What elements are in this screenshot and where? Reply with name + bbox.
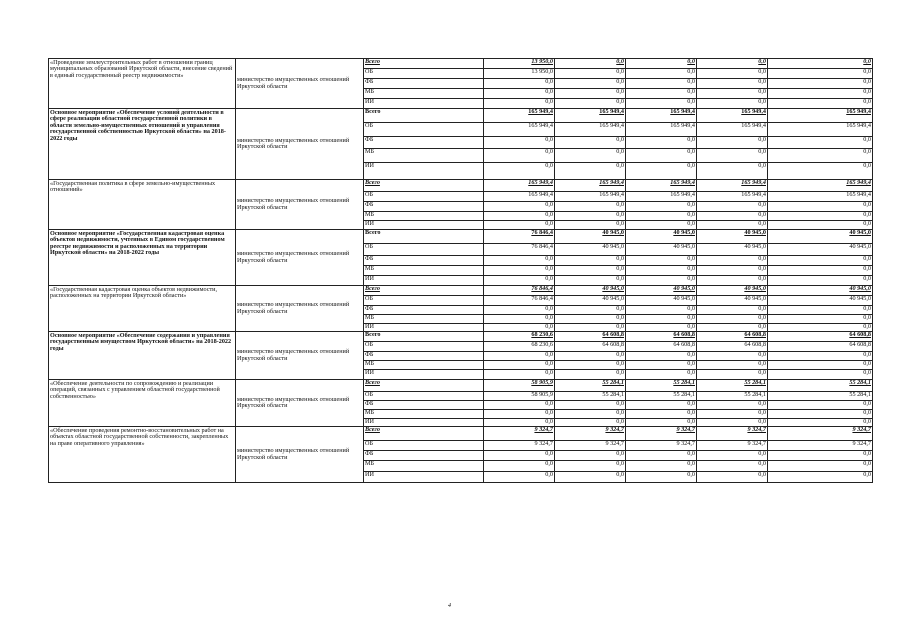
amount-cell: 64 608,8	[697, 332, 768, 342]
funding-source-cell: МБ	[364, 212, 484, 221]
amount-cell: 0,0	[697, 69, 768, 79]
amount-cell: 58 905,9	[484, 392, 555, 401]
funding-source-cell: ОБ	[364, 342, 484, 352]
amount-cell: 0,0	[484, 451, 555, 461]
amount-cell: 40 945,0	[555, 244, 626, 256]
amount-cell: 0,0	[555, 410, 626, 419]
amount-cell: 40 945,0	[626, 244, 697, 256]
responsible-executor-cell: министерство имущественных отношений Иркутской области	[236, 109, 364, 180]
amount-cell: 0,0	[626, 306, 697, 315]
funding-source-cell: ФБ	[364, 401, 484, 410]
amount-cell: 0,0	[697, 59, 768, 69]
amount-cell: 0,0	[626, 276, 697, 286]
amount-cell: 0,0	[768, 149, 873, 163]
amount-cell: 58 905,9	[484, 380, 555, 392]
amount-cell: 0,0	[626, 202, 697, 212]
amount-cell: 40 945,0	[768, 286, 873, 296]
amount-cell: 165 949,4	[626, 180, 697, 192]
amount-cell: 0,0	[555, 266, 626, 276]
amount-cell: 0,0	[484, 401, 555, 410]
amount-cell: 76 846,4	[484, 244, 555, 256]
amount-cell: 0,0	[555, 361, 626, 370]
amount-cell: 0,0	[626, 149, 697, 163]
amount-cell: 0,0	[484, 324, 555, 332]
funding-table-body	[49, 59, 873, 483]
amount-cell: 0,0	[484, 137, 555, 149]
amount-cell: 165 949,4	[768, 109, 873, 123]
amount-cell: 0,0	[555, 461, 626, 472]
amount-cell: 40 945,0	[555, 286, 626, 296]
amount-cell: 9 324,7	[626, 427, 697, 441]
responsible-executor-cell: министерство имущественных отношений Иркутской области	[236, 180, 364, 230]
amount-cell: 0,0	[626, 370, 697, 380]
amount-cell: 0,0	[555, 163, 626, 180]
amount-cell: 0,0	[484, 276, 555, 286]
amount-cell: 40 945,0	[697, 286, 768, 296]
amount-cell: 0,0	[768, 451, 873, 461]
amount-cell: 0,0	[555, 276, 626, 286]
funding-source-cell: Всего	[364, 180, 484, 192]
amount-cell: 13 950,0	[484, 69, 555, 79]
amount-cell: 64 608,8	[768, 332, 873, 342]
amount-cell: 40 945,0	[555, 296, 626, 306]
amount-cell: 0,0	[555, 315, 626, 324]
amount-cell: 0,0	[768, 89, 873, 99]
amount-cell: 0,0	[555, 149, 626, 163]
funding-source-cell: МБ	[364, 266, 484, 276]
amount-cell: 0,0	[697, 352, 768, 361]
amount-cell: 0,0	[697, 256, 768, 266]
responsible-executor-cell: министерство имущественных отношений Иркутской области	[236, 380, 364, 427]
activity-name-cell: Основное мероприятие «Обеспечение содержания и управления государственным имуществом Иркутской области» на 2018-2022 годы	[49, 332, 236, 380]
funding-source-cell: ФБ	[364, 79, 484, 89]
funding-source-cell: ИИ	[364, 419, 484, 427]
funding-source-cell: Всего	[364, 109, 484, 123]
amount-cell: 0,0	[697, 410, 768, 419]
amount-cell: 0,0	[697, 306, 768, 315]
funding-source-cell: ФБ	[364, 451, 484, 461]
amount-cell: 0,0	[768, 266, 873, 276]
amount-cell: 55 284,1	[697, 380, 768, 392]
amount-cell: 0,0	[697, 89, 768, 99]
amount-cell: 0,0	[484, 419, 555, 427]
amount-cell: 0,0	[697, 361, 768, 370]
amount-cell: 0,0	[697, 221, 768, 230]
amount-cell: 0,0	[626, 69, 697, 79]
amount-cell: 165 949,4	[555, 192, 626, 202]
amount-cell: 0,0	[626, 99, 697, 109]
amount-cell: 0,0	[626, 451, 697, 461]
amount-cell: 0,0	[768, 361, 873, 370]
funding-source-cell: МБ	[364, 149, 484, 163]
amount-cell: 0,0	[697, 79, 768, 89]
amount-cell: 0,0	[697, 324, 768, 332]
amount-cell: 0,0	[555, 472, 626, 483]
amount-cell: 64 608,8	[697, 342, 768, 352]
amount-cell: 0,0	[768, 202, 873, 212]
amount-cell: 0,0	[555, 306, 626, 315]
amount-cell: 55 284,1	[768, 380, 873, 392]
amount-cell: 0,0	[555, 419, 626, 427]
table-row-total	[49, 59, 873, 69]
amount-cell: 0,0	[697, 202, 768, 212]
funding-source-cell: ОБ	[364, 244, 484, 256]
amount-cell: 0,0	[555, 221, 626, 230]
table-row-total	[49, 427, 873, 441]
amount-cell: 0,0	[697, 461, 768, 472]
amount-cell: 64 608,8	[626, 332, 697, 342]
amount-cell: 40 945,0	[697, 296, 768, 306]
amount-cell: 55 284,1	[697, 392, 768, 401]
amount-cell: 165 949,4	[555, 180, 626, 192]
amount-cell: 0,0	[555, 401, 626, 410]
funding-source-cell: ФБ	[364, 306, 484, 315]
table-row-total	[49, 332, 873, 342]
amount-cell: 9 324,7	[555, 441, 626, 451]
amount-cell: 0,0	[768, 324, 873, 332]
amount-cell: 0,0	[484, 410, 555, 419]
amount-cell: 40 945,0	[768, 296, 873, 306]
funding-source-cell: ИИ	[364, 99, 484, 109]
amount-cell: 0,0	[768, 221, 873, 230]
amount-cell: 9 324,7	[768, 441, 873, 451]
amount-cell: 0,0	[555, 202, 626, 212]
amount-cell: 165 949,4	[626, 123, 697, 137]
amount-cell: 0,0	[626, 59, 697, 69]
amount-cell: 9 324,7	[484, 427, 555, 441]
amount-cell: 9 324,7	[626, 441, 697, 451]
funding-source-cell: Всего	[364, 427, 484, 441]
amount-cell: 9 324,7	[697, 427, 768, 441]
funding-source-cell: Всего	[364, 380, 484, 392]
funding-source-cell: ФБ	[364, 256, 484, 266]
amount-cell: 40 945,0	[555, 230, 626, 244]
table-row-total	[49, 286, 873, 296]
amount-cell: 165 949,4	[626, 192, 697, 202]
amount-cell: 0,0	[555, 451, 626, 461]
responsible-executor-cell: министерство имущественных отношений Иркутской области	[236, 230, 364, 286]
amount-cell: 0,0	[768, 410, 873, 419]
amount-cell: 165 949,4	[697, 180, 768, 192]
amount-cell: 68 230,6	[484, 332, 555, 342]
amount-cell: 9 324,7	[697, 441, 768, 451]
amount-cell: 0,0	[697, 163, 768, 180]
amount-cell: 0,0	[626, 315, 697, 324]
amount-cell: 0,0	[768, 472, 873, 483]
funding-source-cell: МБ	[364, 89, 484, 99]
amount-cell: 64 608,8	[555, 342, 626, 352]
amount-cell: 0,0	[626, 137, 697, 149]
activity-name-cell: «Государственная кадастровая оценка объектов недвижимости, расположенных на территории Иркутской области»	[49, 286, 236, 332]
funding-source-cell: ФБ	[364, 137, 484, 149]
amount-cell: 0,0	[768, 370, 873, 380]
activity-name-cell: «Обеспечение проведения ремонтно-восстановительных работ на объектах областной государственной собственности, закрепленных на праве оперативного управления»	[49, 427, 236, 483]
funding-source-cell: ОБ	[364, 441, 484, 451]
amount-cell: 0,0	[697, 472, 768, 483]
amount-cell: 64 608,8	[626, 342, 697, 352]
amount-cell: 0,0	[697, 266, 768, 276]
amount-cell: 40 945,0	[626, 296, 697, 306]
amount-cell: 0,0	[484, 361, 555, 370]
amount-cell: 0,0	[626, 461, 697, 472]
amount-cell: 0,0	[768, 352, 873, 361]
funding-source-cell: Всего	[364, 286, 484, 296]
amount-cell: 0,0	[484, 163, 555, 180]
amount-cell: 0,0	[697, 419, 768, 427]
amount-cell: 0,0	[555, 324, 626, 332]
amount-cell: 0,0	[555, 370, 626, 380]
amount-cell: 0,0	[484, 306, 555, 315]
amount-cell: 165 949,4	[555, 109, 626, 123]
amount-cell: 0,0	[626, 256, 697, 266]
amount-cell: 68 230,6	[484, 342, 555, 352]
activity-name-cell: Основное мероприятие «Обеспечение условий деятельности в сфере реализации областной государственной политики в области земельно-имущественных отношений и управления государственной собственностью Иркутской области» на 2018-2022 годы	[49, 109, 236, 180]
amount-cell: 0,0	[484, 79, 555, 89]
amount-cell: 0,0	[555, 69, 626, 79]
amount-cell: 0,0	[484, 266, 555, 276]
funding-source-cell: ОБ	[364, 392, 484, 401]
amount-cell: 0,0	[555, 212, 626, 221]
amount-cell: 40 945,0	[697, 230, 768, 244]
amount-cell: 0,0	[768, 59, 873, 69]
amount-cell: 64 608,8	[555, 332, 626, 342]
funding-source-cell: ОБ	[364, 123, 484, 137]
amount-cell: 0,0	[626, 401, 697, 410]
amount-cell: 165 949,4	[768, 192, 873, 202]
amount-cell: 0,0	[555, 59, 626, 69]
amount-cell: 0,0	[768, 256, 873, 266]
amount-cell: 0,0	[484, 99, 555, 109]
amount-cell: 0,0	[626, 163, 697, 180]
amount-cell: 0,0	[768, 401, 873, 410]
amount-cell: 0,0	[555, 352, 626, 361]
amount-cell: 0,0	[484, 212, 555, 221]
responsible-executor-cell: министерство имущественных отношений Иркутской области	[236, 286, 364, 332]
amount-cell: 0,0	[697, 99, 768, 109]
funding-source-cell: МБ	[364, 315, 484, 324]
amount-cell: 13 950,0	[484, 59, 555, 69]
amount-cell: 0,0	[626, 472, 697, 483]
amount-cell: 0,0	[626, 212, 697, 221]
table-row-total	[49, 109, 873, 123]
amount-cell: 0,0	[555, 99, 626, 109]
amount-cell: 0,0	[768, 137, 873, 149]
funding-table-page	[48, 58, 871, 483]
amount-cell: 165 949,4	[626, 109, 697, 123]
amount-cell: 40 945,0	[768, 230, 873, 244]
responsible-executor-cell: министерство имущественных отношений Иркутской области	[236, 59, 364, 109]
funding-source-cell: ИИ	[364, 324, 484, 332]
amount-cell: 165 949,4	[768, 180, 873, 192]
funding-source-cell: ИИ	[364, 163, 484, 180]
amount-cell: 40 945,0	[768, 244, 873, 256]
amount-cell: 0,0	[484, 221, 555, 230]
funding-source-cell: Всего	[364, 59, 484, 69]
amount-cell: 0,0	[697, 149, 768, 163]
responsible-executor-cell: министерство имущественных отношений Иркутской области	[236, 427, 364, 483]
amount-cell: 9 324,7	[555, 427, 626, 441]
table-row-total	[49, 230, 873, 244]
amount-cell: 165 949,4	[484, 109, 555, 123]
amount-cell: 0,0	[484, 256, 555, 266]
amount-cell: 0,0	[768, 99, 873, 109]
funding-source-cell: Всего	[364, 332, 484, 342]
amount-cell: 0,0	[697, 276, 768, 286]
amount-cell: 0,0	[484, 472, 555, 483]
amount-cell: 76 846,4	[484, 296, 555, 306]
page-number: 4	[448, 603, 451, 609]
amount-cell: 0,0	[626, 361, 697, 370]
funding-source-cell: ИИ	[364, 276, 484, 286]
amount-cell: 165 949,4	[484, 180, 555, 192]
responsible-executor-cell: министерство имущественных отношений Иркутской области	[236, 332, 364, 380]
amount-cell: 0,0	[626, 352, 697, 361]
amount-cell: 0,0	[626, 324, 697, 332]
funding-source-cell: ФБ	[364, 202, 484, 212]
amount-cell: 55 284,1	[626, 380, 697, 392]
table-row-total	[49, 180, 873, 192]
amount-cell: 0,0	[484, 315, 555, 324]
funding-source-cell: ИИ	[364, 370, 484, 380]
amount-cell: 0,0	[555, 256, 626, 266]
funding-source-cell: ФБ	[364, 352, 484, 361]
amount-cell: 0,0	[626, 79, 697, 89]
amount-cell: 0,0	[768, 419, 873, 427]
activity-name-cell: «Обеспечение деятельности по сопровождению и реализации операций, связанных с управлением областной государственной собственностью»	[49, 380, 236, 427]
amount-cell: 76 846,4	[484, 286, 555, 296]
amount-cell: 0,0	[768, 79, 873, 89]
funding-source-cell: ОБ	[364, 192, 484, 202]
amount-cell: 165 949,4	[484, 192, 555, 202]
table-row-total	[49, 380, 873, 392]
amount-cell: 165 949,4	[697, 109, 768, 123]
amount-cell: 0,0	[768, 315, 873, 324]
funding-source-cell: МБ	[364, 461, 484, 472]
amount-cell: 55 284,1	[555, 380, 626, 392]
amount-cell: 55 284,1	[768, 392, 873, 401]
amount-cell: 0,0	[626, 419, 697, 427]
amount-cell: 55 284,1	[626, 392, 697, 401]
amount-cell: 0,0	[555, 79, 626, 89]
funding-source-cell: ИИ	[364, 221, 484, 230]
funding-source-cell: Всего	[364, 230, 484, 244]
amount-cell: 0,0	[768, 163, 873, 180]
amount-cell: 0,0	[484, 202, 555, 212]
amount-cell: 0,0	[768, 69, 873, 79]
amount-cell: 0,0	[768, 276, 873, 286]
funding-source-cell: ОБ	[364, 69, 484, 79]
amount-cell: 0,0	[626, 266, 697, 276]
amount-cell: 0,0	[484, 370, 555, 380]
amount-cell: 55 284,1	[555, 392, 626, 401]
amount-cell: 0,0	[626, 221, 697, 230]
amount-cell: 0,0	[626, 410, 697, 419]
amount-cell: 40 945,0	[626, 286, 697, 296]
amount-cell: 0,0	[697, 451, 768, 461]
activity-name-cell: Основное мероприятие «Государственная кадастровая оценка объектов недвижимости, учтенных в Едином государственном реестре недвижимости и расположенных на территории Иркутской области» на 2018-2022 годы	[49, 230, 236, 286]
activity-name-cell: «Государственная политика в сфере земельно-имущественных отношений»	[49, 180, 236, 230]
amount-cell: 0,0	[484, 352, 555, 361]
amount-cell: 40 945,0	[626, 230, 697, 244]
funding-source-cell: МБ	[364, 361, 484, 370]
amount-cell: 165 949,4	[484, 123, 555, 137]
amount-cell: 0,0	[697, 137, 768, 149]
amount-cell: 9 324,7	[768, 427, 873, 441]
amount-cell: 0,0	[768, 306, 873, 315]
funding-source-cell: МБ	[364, 410, 484, 419]
amount-cell: 165 949,4	[555, 123, 626, 137]
amount-cell: 0,0	[768, 461, 873, 472]
amount-cell: 0,0	[697, 370, 768, 380]
amount-cell: 40 945,0	[697, 244, 768, 256]
amount-cell: 0,0	[768, 212, 873, 221]
amount-cell: 0,0	[697, 315, 768, 324]
amount-cell: 165 949,4	[697, 123, 768, 137]
amount-cell: 64 608,8	[768, 342, 873, 352]
amount-cell: 0,0	[555, 89, 626, 99]
funding-source-cell: ОБ	[364, 296, 484, 306]
amount-cell: 165 949,4	[697, 192, 768, 202]
amount-cell: 0,0	[697, 401, 768, 410]
amount-cell: 0,0	[555, 137, 626, 149]
amount-cell: 165 949,4	[768, 123, 873, 137]
amount-cell: 0,0	[697, 212, 768, 221]
activity-name-cell: «Проведение землеустроительных работ в отношении границ муниципальных образований Иркутской области, внесение сведений в единый государственный реестр недвижимости»	[49, 59, 236, 109]
amount-cell: 0,0	[484, 89, 555, 99]
amount-cell: 76 846,4	[484, 230, 555, 244]
amount-cell: 0,0	[484, 149, 555, 163]
funding-source-cell: ИИ	[364, 472, 484, 483]
amount-cell: 0,0	[626, 89, 697, 99]
amount-cell: 0,0	[484, 461, 555, 472]
funding-table	[48, 58, 873, 483]
amount-cell: 9 324,7	[484, 441, 555, 451]
